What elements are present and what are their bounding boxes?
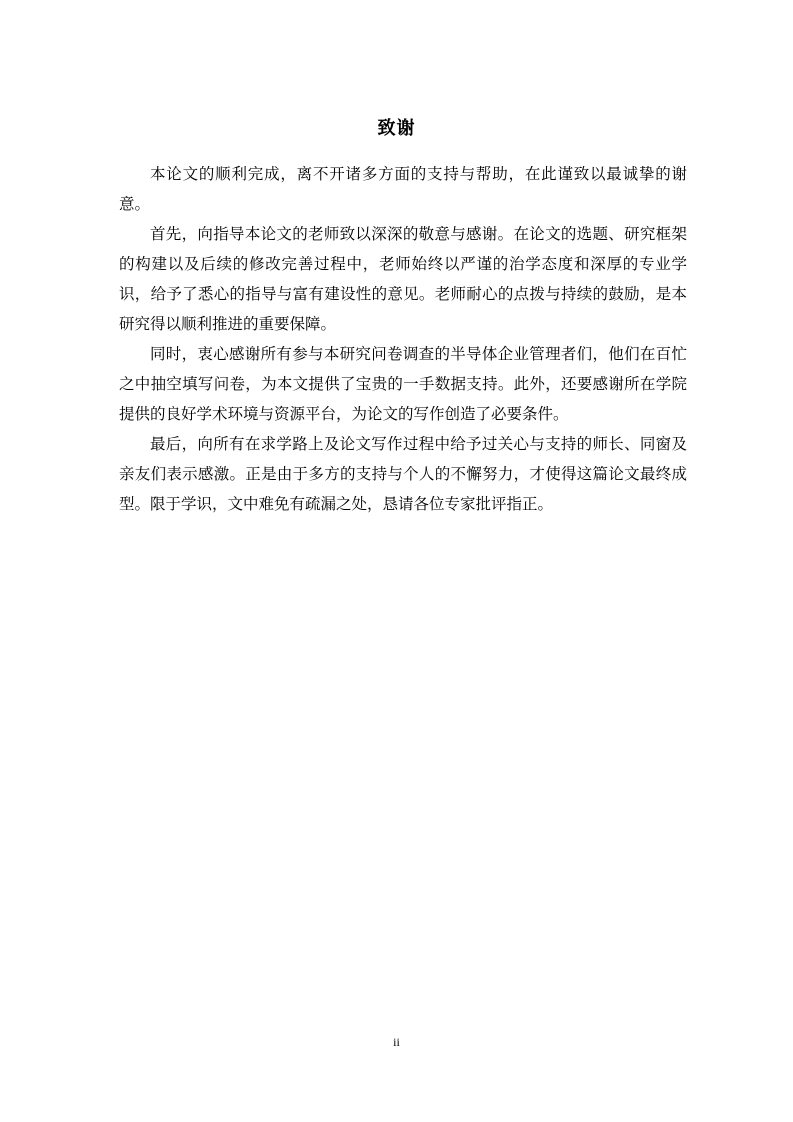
paragraph-1: 本论文的顺利完成，离不开诸多方面的支持与帮助，在此谨致以最诚挚的谢意。 <box>119 165 687 213</box>
page-number: ii <box>393 1035 400 1049</box>
paragraph-3: 同时，衷心感谢所有参与本研究问卷调查的半导体企业管理者们，他们在百忙之中抽空填写问卷，为本文提供了宝贵的一手数据支持。此外，还要感谢所在学院提供的良好学术环境与资源平台，为论文的写作创造了必要条件。 <box>119 345 687 423</box>
paragraph-2: 首先，向指导本论文的老师致以深深的敬意与感谢。在论文的选题、研究框架的构建以及后续的修改完善过程中，老师始终以严谨的治学态度和深厚的专业学识，给予了悉心的指导与富有建设性的意见。老师耐心的点拨与持续的鼓励，是本研究得以顺利推进的重要保障。 <box>119 225 687 333</box>
page-title: 致谢 <box>377 118 416 140</box>
body-text <box>119 159 687 519</box>
paragraph-4: 最后，向所有在求学路上及论文写作过程中给予过关心与支持的师长、同窗及亲友们表示感激。正是由于多方的支持与个人的不懈努力，才使得这篇论文最终成型。限于学识，文中难免有疏漏之处，恳请各位专家批评指正。 <box>119 435 687 513</box>
